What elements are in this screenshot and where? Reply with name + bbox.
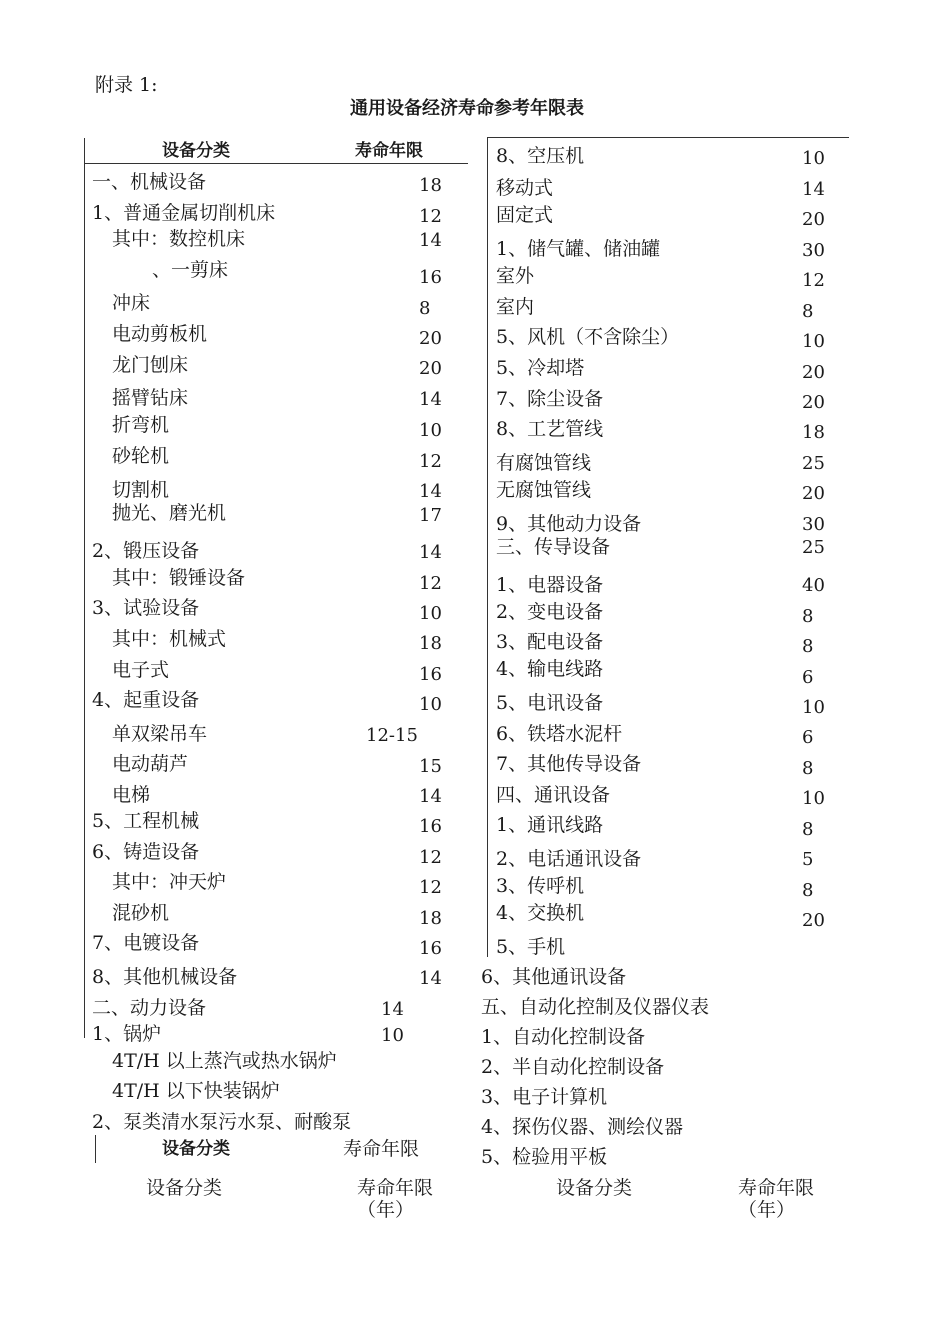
- right-row-label: 有腐蚀管线: [496, 452, 592, 474]
- left-row-value: 17: [419, 505, 442, 526]
- right-row-label: 6、铁塔水泥杆: [496, 723, 623, 745]
- left-row-label: 龙门刨床: [112, 354, 189, 376]
- right-row-value: 6: [802, 667, 814, 688]
- right-row-label: 室外: [496, 265, 535, 287]
- left-row-value: 10: [419, 420, 442, 441]
- right-table-top-border: [487, 137, 849, 138]
- right-row-label: 四、通讯设备: [496, 784, 611, 806]
- left-row-label: 电梯: [112, 784, 151, 806]
- right-row-label: 2、变电设备: [496, 601, 604, 623]
- right-row-label: 五、自动化控制及仪器仪表: [481, 996, 710, 1018]
- left-row-label: 砂轮机: [112, 445, 170, 467]
- header-underline: [84, 163, 468, 164]
- left-row-label: 其中：机械式: [112, 628, 227, 650]
- left-row-label: 混砂机: [112, 902, 170, 924]
- left-row-label: 7、电镀设备: [92, 932, 200, 954]
- left-row-value: 10: [419, 603, 442, 624]
- left-row-value: 14: [419, 481, 442, 502]
- right-row-label: 5、风机（不含除尘）: [496, 326, 680, 348]
- bottom-left-category: 设备分类: [146, 1177, 223, 1199]
- right-row-label: 6、其他通讯设备: [481, 966, 627, 988]
- right-row-label: 8、工艺管线: [496, 418, 604, 440]
- right-row-value: 12: [802, 270, 825, 291]
- left-row-value: 10: [381, 1025, 404, 1046]
- left-row-value: 18: [419, 175, 442, 196]
- right-row-label: 4、交换机: [496, 902, 585, 924]
- left-row-label: 5、工程机械: [92, 810, 200, 832]
- left-row-label: 电动葫芦: [112, 753, 189, 775]
- right-row-value: 8: [802, 636, 814, 657]
- right-row-label: 固定式: [496, 204, 554, 226]
- footer-header-life: 寿命年限: [343, 1138, 420, 1160]
- right-row-label: 9、其他动力设备: [496, 513, 642, 535]
- right-row-value: 5: [802, 849, 814, 870]
- right-row-label: 4、探伤仪器、测绘仪器: [481, 1116, 684, 1138]
- right-row-value: 25: [802, 453, 825, 474]
- right-row-label: 5、冷却塔: [496, 357, 585, 379]
- left-row-label: 6、铸造设备: [92, 841, 200, 863]
- left-row-label: 一、机械设备: [92, 171, 207, 193]
- left-row-label: 其中：锻锤设备: [112, 567, 246, 589]
- right-row-label: 2、半自动化控制设备: [481, 1056, 665, 1078]
- right-row-label: 1、储气罐、储油罐: [496, 238, 661, 260]
- left-row-label: 其中：数控机床: [112, 228, 246, 250]
- right-table-left-border: [487, 137, 488, 957]
- left-row-label: 3、试验设备: [92, 597, 200, 619]
- right-row-value: 20: [802, 209, 825, 230]
- left-row-value: 16: [419, 816, 442, 837]
- bottom-left-unit: （年）: [357, 1199, 415, 1221]
- left-row-label: 电动剪板机: [112, 323, 208, 345]
- right-row-label: 4、输电线路: [496, 658, 604, 680]
- bottom-right-category: 设备分类: [556, 1177, 633, 1199]
- right-row-label: 5、电讯设备: [496, 692, 604, 714]
- left-row-value: 10: [419, 694, 442, 715]
- right-row-label: 1、自动化控制设备: [481, 1026, 646, 1048]
- right-row-label: 7、除尘设备: [496, 388, 604, 410]
- left-row-value: 12: [419, 877, 442, 898]
- left-row-value: 12: [419, 451, 442, 472]
- header-life: 寿命年限: [355, 141, 423, 161]
- right-row-label: 室内: [496, 296, 535, 318]
- right-row-value: 14: [802, 179, 825, 200]
- right-row-label: 7、其他传导设备: [496, 753, 642, 775]
- footer-border: [95, 1135, 96, 1163]
- right-row-value: 40: [802, 575, 825, 596]
- left-row-value: 16: [419, 938, 442, 959]
- left-row-label: 1、锅炉: [92, 1023, 162, 1045]
- left-row-label: 单双梁吊车: [112, 723, 208, 745]
- bottom-left-life: 寿命年限: [357, 1177, 434, 1199]
- right-row-label: 3、电子计算机: [481, 1086, 608, 1108]
- right-row-label: 无腐蚀管线: [496, 479, 592, 501]
- left-row-value: 12-15: [366, 725, 418, 746]
- right-row-label: 3、配电设备: [496, 631, 604, 653]
- bottom-right-life: 寿命年限: [738, 1177, 815, 1199]
- left-row-value: 14: [419, 542, 442, 563]
- right-row-label: 2、电话通讯设备: [496, 848, 642, 870]
- right-row-label: 5、检验用平板: [481, 1146, 608, 1168]
- header-category: 设备分类: [162, 141, 230, 161]
- right-row-value: 10: [802, 331, 825, 352]
- right-row-value: 10: [802, 788, 825, 809]
- right-row-value: 20: [802, 910, 825, 931]
- left-row-value: 16: [419, 664, 442, 685]
- left-row-label: 2、锻压设备: [92, 540, 200, 562]
- left-row-value: 18: [419, 633, 442, 654]
- footer-header-category: 设备分类: [162, 1139, 230, 1159]
- left-row-value: 14: [419, 786, 442, 807]
- right-row-label: 1、通讯线路: [496, 814, 604, 836]
- left-row-value: 8: [419, 298, 431, 319]
- left-row-value: 18: [419, 908, 442, 929]
- left-row-value: 14: [419, 230, 442, 251]
- left-row-label: 折弯机: [112, 414, 170, 436]
- right-row-value: 8: [802, 758, 814, 779]
- left-row-label: 2、泵类清水泵污水泵、耐酸泵: [92, 1111, 352, 1133]
- left-row-value: 14: [419, 968, 442, 989]
- right-row-value: 8: [802, 606, 814, 627]
- left-row-value: 16: [419, 267, 442, 288]
- right-row-value: 8: [802, 880, 814, 901]
- right-row-value: 8: [802, 819, 814, 840]
- right-row-label: 移动式: [496, 177, 554, 199]
- right-row-label: 8、空压机: [496, 145, 585, 167]
- left-row-label: 4T/H 以上蒸汽或热水锅炉: [112, 1050, 337, 1072]
- left-row-value: 12: [419, 847, 442, 868]
- left-row-value: 15: [419, 756, 442, 777]
- left-row-value: 12: [419, 206, 442, 227]
- right-row-value: 18: [802, 422, 825, 443]
- left-row-label: 冲床: [112, 292, 151, 314]
- left-table-border: [84, 138, 85, 1038]
- left-row-value: 14: [419, 389, 442, 410]
- left-row-label: 4T/H 以下快装锅炉: [112, 1080, 280, 1102]
- right-row-value: 20: [802, 483, 825, 504]
- left-row-label: 1、普通金属切削机床: [92, 202, 276, 224]
- left-row-label: 电子式: [112, 659, 170, 681]
- right-row-label: 1、电器设备: [496, 574, 604, 596]
- right-row-value: 20: [802, 362, 825, 383]
- right-row-value: 30: [802, 514, 825, 535]
- left-row-label: 抛光、磨光机: [112, 502, 227, 524]
- right-row-label: 5、手机: [496, 936, 566, 958]
- bottom-right-unit: （年）: [738, 1199, 796, 1221]
- right-row-value: 8: [802, 301, 814, 322]
- left-row-label: 其中：冲天炉: [112, 871, 227, 893]
- left-row-label: 、一剪床: [152, 259, 229, 281]
- right-row-label: 3、传呼机: [496, 875, 585, 897]
- right-row-value: 25: [802, 537, 825, 558]
- left-row-value: 12: [419, 573, 442, 594]
- left-row-label: 摇臂钻床: [112, 387, 189, 409]
- right-row-value: 6: [802, 727, 814, 748]
- left-row-value: 20: [419, 328, 442, 349]
- right-row-value: 30: [802, 240, 825, 261]
- page-title: 通用设备经济寿命参考年限表: [350, 98, 584, 119]
- left-row-value: 20: [419, 358, 442, 379]
- right-row-value: 10: [802, 148, 825, 169]
- left-row-label: 切割机: [112, 479, 170, 501]
- left-row-value: 14: [381, 999, 404, 1020]
- appendix-label: 附录 1:: [95, 74, 158, 96]
- left-row-label: 二、动力设备: [92, 997, 207, 1019]
- right-row-value: 10: [802, 697, 825, 718]
- right-row-value: 20: [802, 392, 825, 413]
- right-row-label: 三、传导设备: [496, 536, 611, 558]
- left-row-label: 8、其他机械设备: [92, 966, 238, 988]
- left-row-label: 4、起重设备: [92, 689, 200, 711]
